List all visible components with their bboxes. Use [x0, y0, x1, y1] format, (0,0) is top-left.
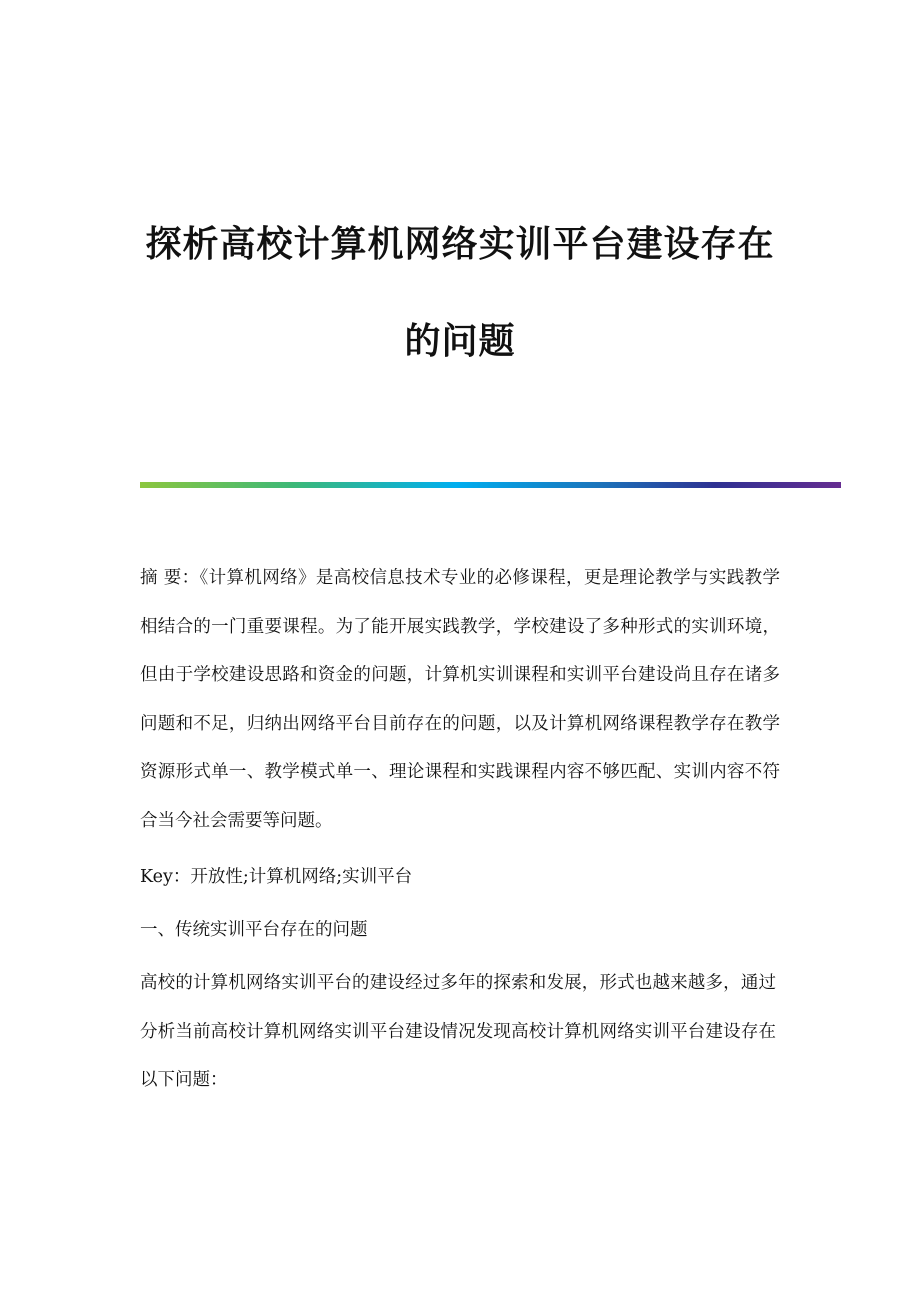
keywords-label: Key：	[140, 867, 191, 887]
keywords-text: 开放性;计算机网络;实训平台	[190, 867, 413, 887]
abstract-text: 《计算机网络》是高校信息技术专业的必修课程，更是理论教学与实践教学相结合的一门重要课程。为了能开展实践教学，学校建设了多种形式的实训环境，但由于学校建设思路和资金的问题，计算机实训课程和实训平台建设尚且存在诸多问题和不足，归纳出网络平台目前存在的问题，以及计算机网络课程教学存在教学资源形式单一、教学模式单一、理论课程和实践课程内容不够匹配、实训内容不符合当今社会需要等问题。	[140, 568, 780, 831]
gradient-divider	[140, 482, 841, 488]
section-heading: 一、传统实训平台存在的问题	[140, 920, 368, 940]
body-paragraph: 高校的计算机网络实训平台的建设经过多年的探索和发展，形式也越来越多，通过分析当前高校计算机网络实训平台建设情况发现高校计算机网络实训平台建设存在以下问题：	[140, 973, 776, 1091]
abstract-label: 摘 要：	[140, 568, 200, 588]
abstract-paragraph	[140, 554, 780, 846]
page-title-line-2: 的问题	[404, 321, 516, 362]
page-title-line-1: 探析高校计算机网络实训平台建设存在	[145, 224, 775, 265]
keywords-line	[140, 853, 780, 902]
